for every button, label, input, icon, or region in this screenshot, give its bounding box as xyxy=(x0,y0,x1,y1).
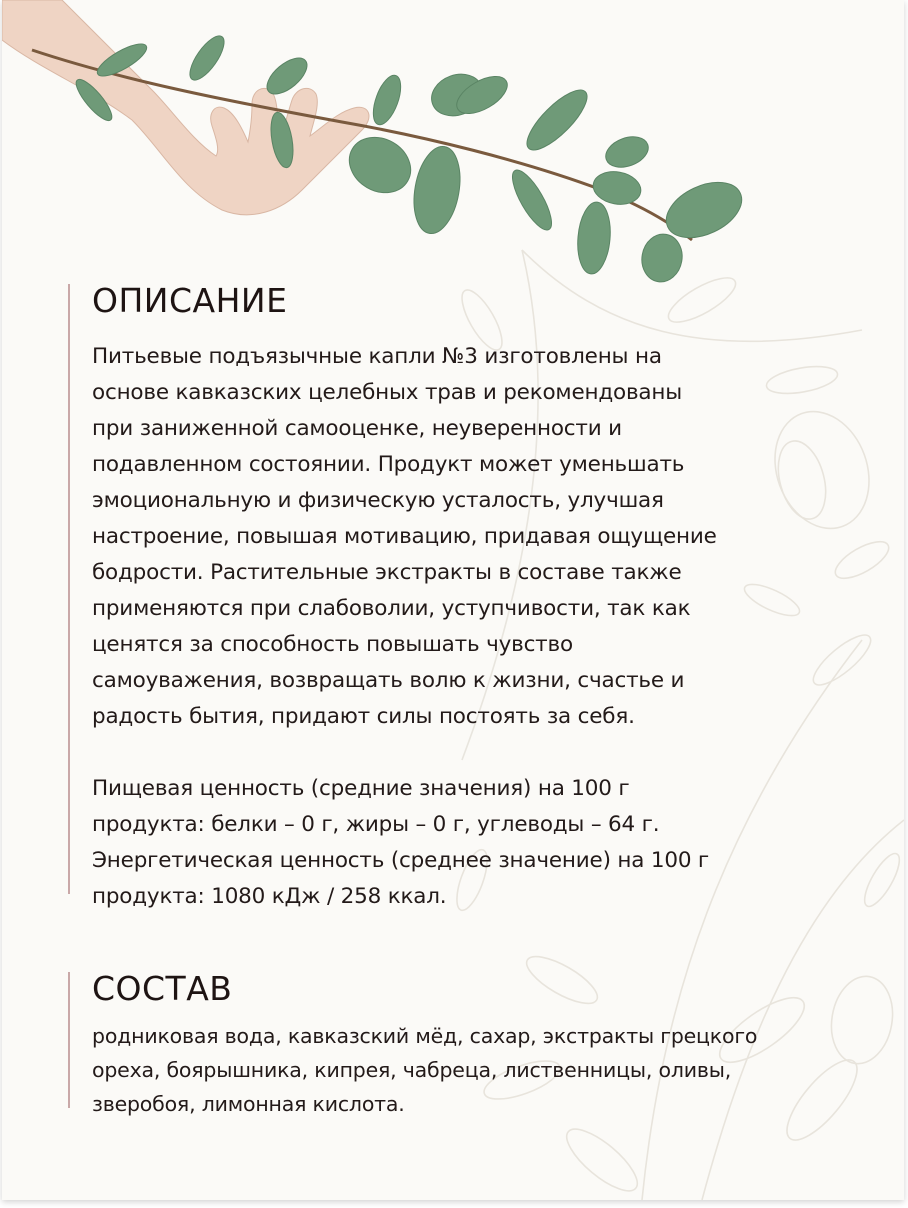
description-line: бодрости. Растительные экстракты в составе также xyxy=(92,560,682,585)
description-line: основе кавказских целебных трав и рекомендованы xyxy=(92,380,683,405)
nutrition-line: Пищевая ценность (средние значения) на 100 г xyxy=(92,776,630,801)
composition-line: ореха, боярышника, кипрея, чабреца, лиственницы, оливы, xyxy=(92,1058,732,1082)
composition-line: родниковая вода, кавказский мёд, сахар, экстракты грецкого xyxy=(92,1024,758,1048)
description-line: Питьевые подъязычные капли №3 изготовлены на xyxy=(92,344,662,369)
hand-image xyxy=(2,0,369,215)
nutrition-line: Энергетическая ценность (среднее значение) на 100 г xyxy=(92,848,710,873)
composition-line: зверобоя, лимонная кислота. xyxy=(92,1092,405,1116)
description-line: подавленном состоянии. Продукт может уменьшать xyxy=(92,452,685,477)
composition-paragraph xyxy=(92,1019,832,1121)
nutrition-line: продукта: белки – 0 г, жиры – 0 г, углеводы – 64 г. xyxy=(92,812,660,837)
description-line: эмоциональную и физическую усталость, улучшая xyxy=(92,488,664,513)
description-line: ценятся за способность повышать чувство xyxy=(92,632,573,657)
composition-section xyxy=(68,969,832,1116)
description-heading: ОПИСАНИЕ xyxy=(92,281,288,320)
description-paragraph xyxy=(92,339,832,735)
eucalyptus-branch xyxy=(32,31,750,285)
description-line: радость бытия, придают силы постоять за себя. xyxy=(92,704,635,729)
composition-heading: СОСТАВ xyxy=(92,969,233,1008)
description-section xyxy=(68,281,832,909)
nutrition-paragraph xyxy=(92,771,832,915)
product-description-card xyxy=(2,0,904,1200)
nutrition-line: продукта: 1080 кДж / 258 ккал. xyxy=(92,884,447,909)
description-line: применяются при слабоволии, уступчивости, так как xyxy=(92,596,691,621)
description-line: настроение, повышая мотивацию, придавая ощущение xyxy=(92,524,717,549)
description-line: при заниженной самооценке, неуверенности и xyxy=(92,416,622,441)
description-line: самоуважения, возвращать волю к жизни, счастье и xyxy=(92,668,685,693)
